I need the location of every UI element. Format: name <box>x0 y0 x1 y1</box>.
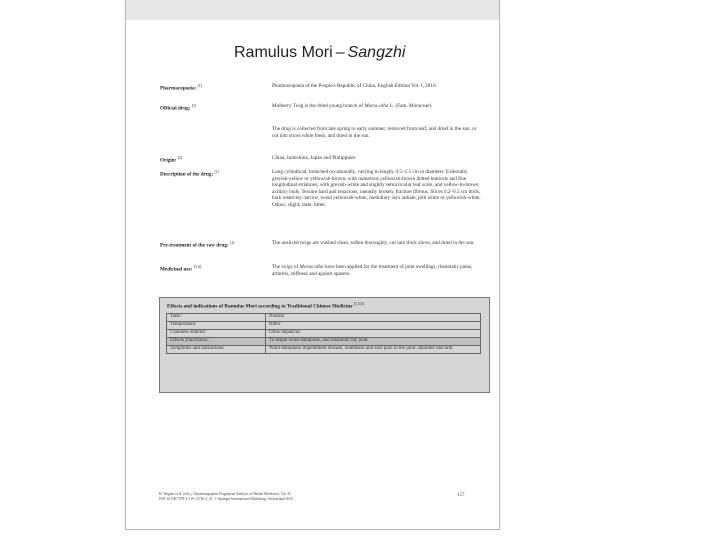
tcm-box <box>159 297 490 393</box>
tcm-key: Effects (functions): <box>167 338 266 346</box>
page-top-band <box>126 0 499 20</box>
entry-value: Mulberry Twig is the dried young branch of Morus alba L. (Fam. Moraceae). <box>272 103 433 109</box>
page-footer <box>159 492 409 502</box>
entry-label: Pre-treatment of the raw drug: [1] <box>160 241 235 249</box>
entry-label: Description of the drug: [1] <box>160 170 219 178</box>
tcm-value: To dispel wind-dampness, and disinhibit the joint <box>266 338 481 346</box>
page-number: 157 <box>457 493 465 498</box>
tcm-key: Channels entered: <box>167 330 266 338</box>
table-row <box>167 346 481 354</box>
footer-citation: H. Wagner et al. (eds.), Chromatographic Fingerprint Analysis of Herbal Medicines, Vol. II, <box>159 492 291 496</box>
entry-value: The twigs of Morus alba have been applied for the treatment of joint swellings, rheumatic pains, arthritis, stiffness and against spasms. <box>272 264 473 277</box>
table-row <box>167 338 481 346</box>
title-dash: – <box>335 44 345 61</box>
tcm-key: Symptoms and indications: <box>167 346 266 354</box>
tcm-value: Wind-dampness impediment disease, numbness and sore pain in the joint, shoulder and arm <box>266 346 481 354</box>
footer-doi: DOI 10.1007/978-3-319-12726-2_31, © Springer International Publishing, Switzerland 2015 <box>159 497 293 501</box>
tcm-value: Bitter <box>266 322 481 330</box>
entry-label: Medicinal use: [3,4] <box>160 265 201 273</box>
entry-label: Origin: [2] <box>160 156 183 164</box>
document-page <box>125 0 500 530</box>
tcm-key: Temperature: <box>167 322 266 330</box>
tcm-value: Orbis hepaticus <box>266 330 481 338</box>
title-main: Ramulus Mori <box>234 44 333 61</box>
entry-label: Pharmacopoeia: [1] <box>160 84 203 92</box>
tcm-box-title: Effects and indications of Ramulus Mori according to Traditional Chinese Medicine [1,5,6] <box>167 302 364 310</box>
entry-label: Official drug: [1] <box>160 104 197 112</box>
entry-value: Pharmacopoeia of the People's Republic of China, English Edition Vol. I, 2010. <box>272 83 437 89</box>
page-title <box>234 44 405 62</box>
table-row <box>167 330 481 338</box>
entry-value: The drug is collected from late spring to early summer, removed from leaf, and dried in the sun, or cut into slices while fresh, and dried in the sun. <box>272 126 477 139</box>
table-row <box>167 314 481 322</box>
entry-value: China, Indochina, Japan and Philippines <box>272 155 356 161</box>
title-alt: Sangzhi <box>347 44 406 61</box>
tcm-value: Neutral <box>266 314 481 322</box>
table-row <box>167 322 481 330</box>
tcm-table <box>166 313 481 354</box>
entry-value: Long cylindrical, branched occasionally, varying in length, 0.5–1.5 cm in diameter. Externally greyish-yellow or yellowish-brown, with numerous yellowish-brown dotted lenticels and fine longitudinal striations, with greyish-white and slightly semicircular leaf scars, and yellow-to-brown axillary buds. Texture hard and tenacious, uneasily broken, fracture fibrous. Slices 0.2–0.5 cm thick, bark relatively narrow, wood yellowish-white, medullary rays radiate, pith white or yellowish-white. Odour, slight; taste, bitter. <box>272 169 481 208</box>
tcm-key: Taste: <box>167 314 266 322</box>
entry-value: The unsliced twigs are washed clean, soften thoroughly, cut into thick slices, and dried in the sun. <box>272 240 475 246</box>
